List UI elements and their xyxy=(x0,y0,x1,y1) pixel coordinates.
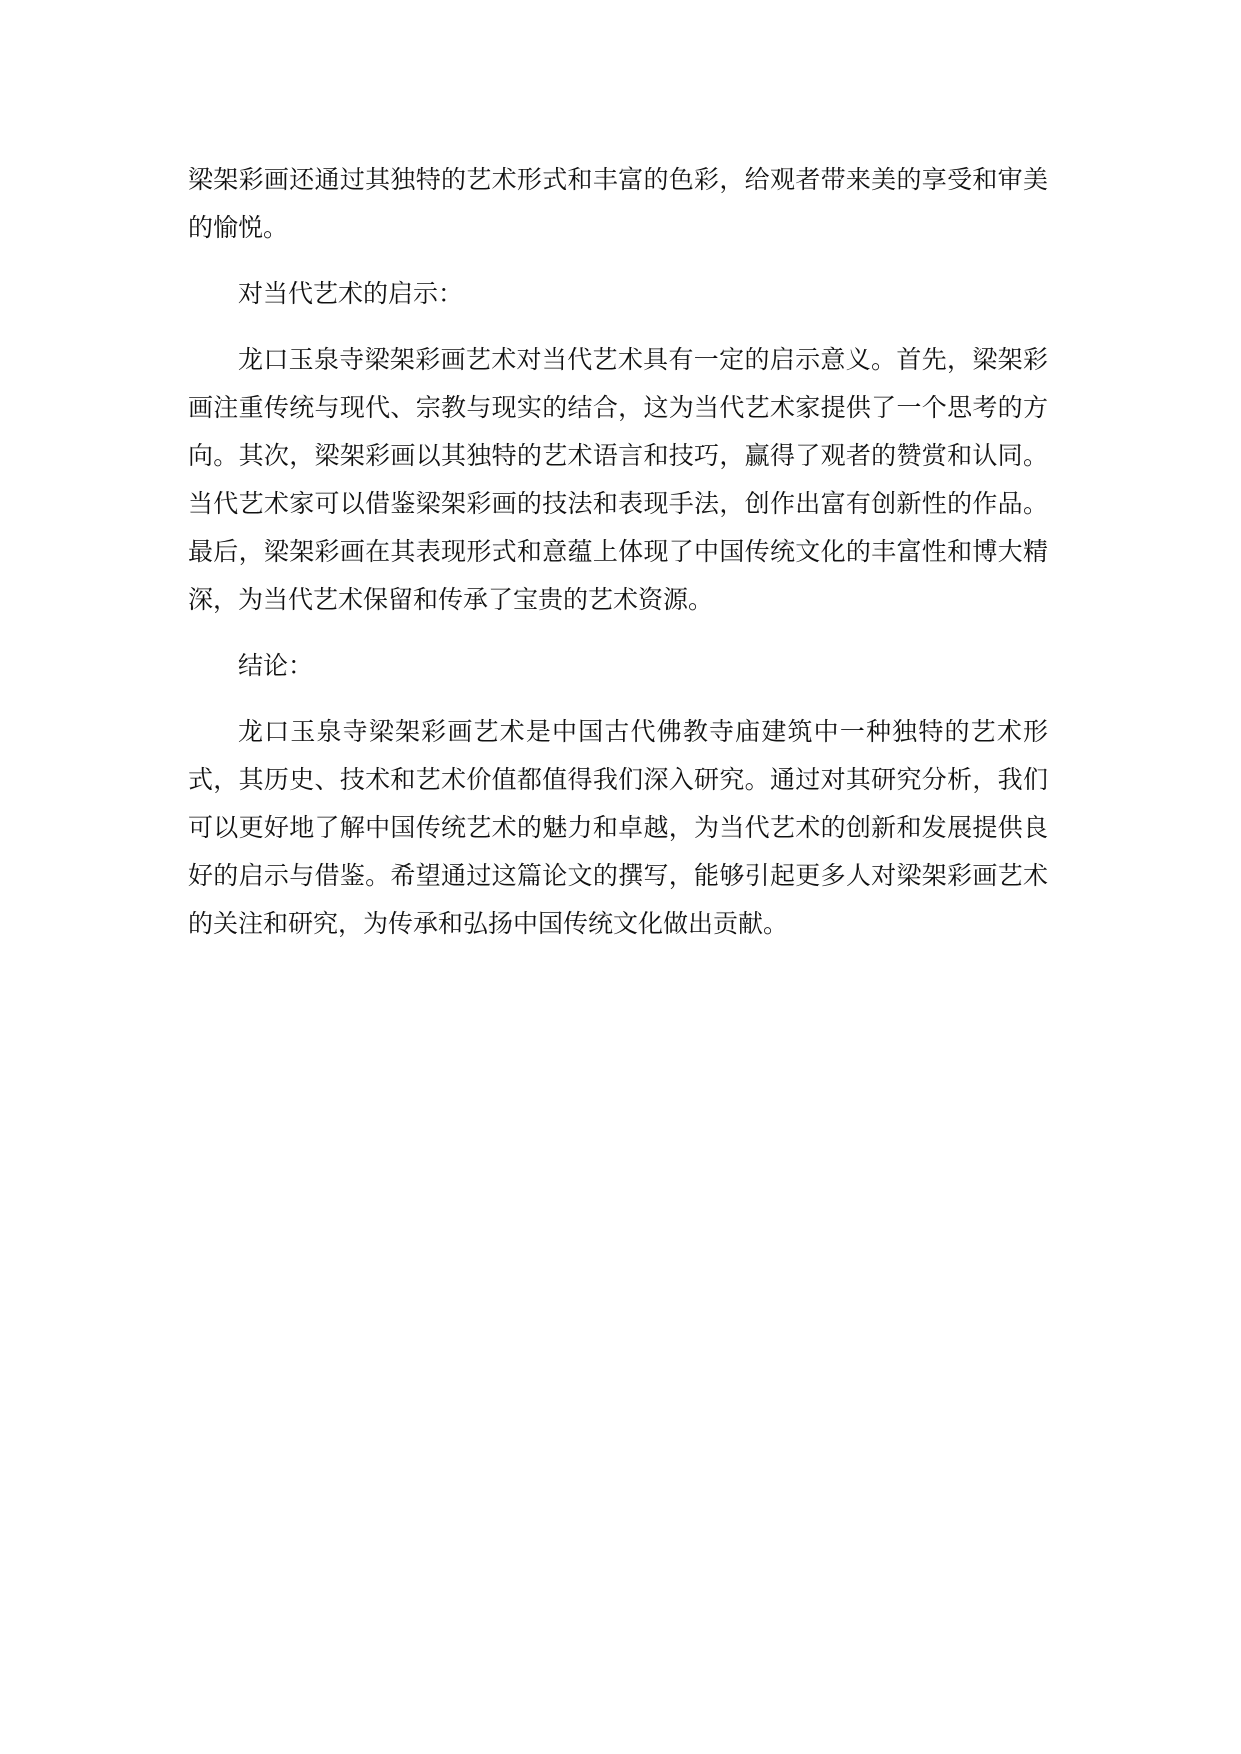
paragraph-conclusion: 龙口玉泉寺梁架彩画艺术是中国古代佛教寺庙建筑中一种独特的艺术形式，其历史、技术和艺术价值都值得我们深入研究。通过对其研究分析，我们可以更好地了解中国传统艺术的魅力和卓越，为当代艺术的创新和发展提供良好的启示与借鉴。希望通过这篇论文的撰写，能够引起更多人对梁架彩画艺术的关注和研究，为传承和弘扬中国传统文化做出贡献。 xyxy=(188,717,1048,938)
section-heading-contemporary-inspiration: 对当代艺术的启示： xyxy=(238,279,464,308)
paragraph-contemporary-inspiration: 龙口玉泉寺梁架彩画艺术对当代艺术具有一定的启示意义。首先，梁架彩画注重传统与现代、宗教与现实的结合，这为当代艺术家提供了一个思考的方向。其次，梁架彩画以其独特的艺术语言和技巧，赢得了观者的赞赏和认同。当代艺术家可以借鉴梁架彩画的技法和表现手法，创作出富有创新性的作品。最后，梁架彩画在其表现形式和意蕴上体现了中国传统文化的丰富性和博大精深，为当代艺术保留和传承了宝贵的艺术资源。 xyxy=(188,345,1048,614)
paragraph-continued: 梁架彩画还通过其独特的艺术形式和丰富的色彩，给观者带来美的享受和审美的愉悦。 xyxy=(188,165,1048,242)
section-heading-conclusion: 结论： xyxy=(238,651,314,680)
document-body xyxy=(188,156,1048,966)
